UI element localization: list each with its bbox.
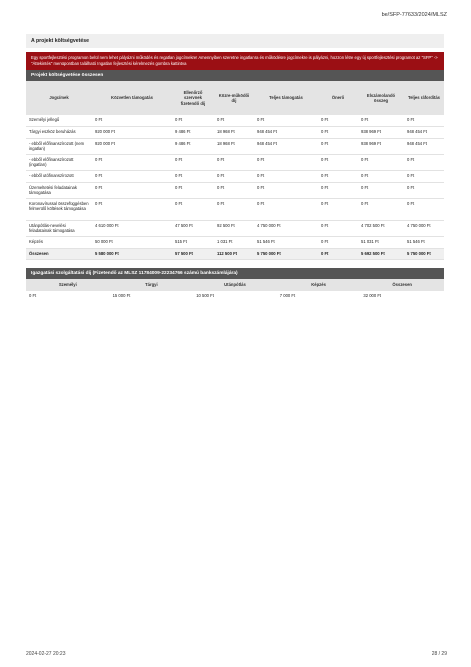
cell-value: 0 Ft bbox=[358, 171, 404, 183]
cell-value: 0 Ft bbox=[318, 221, 358, 237]
cell-value: 51 546 Ft bbox=[254, 237, 318, 249]
cell-value: 0 Ft bbox=[92, 199, 172, 221]
cell-value: 0 Ft bbox=[404, 155, 444, 171]
cost-header-cell: Közre-működői díj bbox=[214, 81, 254, 115]
cell-value: 5 580 000 Ft bbox=[92, 249, 172, 260]
cell-value: 0 Ft bbox=[92, 183, 172, 199]
fee-table-header-row bbox=[26, 279, 444, 291]
cell-value: 0 Ft bbox=[318, 183, 358, 199]
cell-value: 948 454 Ft bbox=[404, 139, 444, 155]
table-row bbox=[26, 171, 444, 183]
table-row bbox=[26, 199, 444, 221]
cell-value: 0 Ft bbox=[254, 155, 318, 171]
cell-value: 0 Ft bbox=[358, 115, 404, 127]
warning-alert: Egy sportfejlesztési programon belül nem lehet pályázni működés és regatlan jogcímekre! Amennyiben szeretne ingatlanra és működésre jogcímekre is pályázni, hozzon létre egy új sportfejlesztési programot az "SFP" -> "Áttekintés" menüpontban található Ingatlan fejlesztési kérelmezés gombra kattintva bbox=[26, 52, 444, 70]
cell-value: 51 546 Ft bbox=[404, 237, 444, 249]
cell-value: 938 969 Ft bbox=[358, 127, 404, 139]
cell-value: 948 454 Ft bbox=[254, 139, 318, 155]
cost-header-cell: Ellenőrző szervnek fizetendő díj bbox=[172, 81, 214, 115]
cell-value: 4 750 000 Ft bbox=[254, 221, 318, 237]
cost-header-cell: Jogcímek bbox=[26, 81, 92, 115]
cell-value: 112 500 Ft bbox=[214, 249, 254, 260]
cell-value: 4 750 000 Ft bbox=[404, 221, 444, 237]
cell-value: 0 Ft bbox=[318, 139, 358, 155]
row-label: - ebből utófinanszírozott bbox=[26, 171, 92, 183]
cell-value: 18 968 Ft bbox=[214, 139, 254, 155]
cell-value: 515 Ft bbox=[172, 237, 214, 249]
cell-value: 948 454 Ft bbox=[254, 127, 318, 139]
fee-value: 32 000 Ft bbox=[363, 293, 382, 298]
table-row bbox=[26, 115, 444, 127]
fee-value: 15 000 Ft bbox=[112, 293, 131, 298]
cell-value: 5 750 000 Ft bbox=[404, 249, 444, 260]
fee-value: 0 Ft bbox=[29, 293, 37, 298]
cell-value: 0 Ft bbox=[254, 183, 318, 199]
cell-value: 948 454 Ft bbox=[404, 127, 444, 139]
row-label: Üzemeltetési feladatainak támogatása bbox=[26, 183, 92, 199]
cell-value: 0 Ft bbox=[214, 115, 254, 127]
cell-value: 0 Ft bbox=[254, 171, 318, 183]
cost-table bbox=[26, 81, 444, 260]
cost-header-cell: Teljes ráfordítás bbox=[404, 81, 444, 115]
cell-value: 938 969 Ft bbox=[358, 139, 404, 155]
cell-value: 0 Ft bbox=[404, 199, 444, 221]
cell-value: 50 000 Ft bbox=[92, 237, 172, 249]
row-label: Személyi jellegű bbox=[26, 115, 92, 127]
cell-value: 0 Ft bbox=[92, 171, 172, 183]
cell-value: 9 486 Ft bbox=[172, 139, 214, 155]
cell-value: 5 750 000 Ft bbox=[254, 249, 318, 260]
cell-value: 5 692 500 Ft bbox=[358, 249, 404, 260]
table-row bbox=[26, 127, 444, 139]
cost-table-title: Projekt költségvetése összesen bbox=[26, 70, 444, 81]
cell-value: 0 Ft bbox=[214, 171, 254, 183]
cost-header-cell: Közvetlen támogatás bbox=[92, 81, 172, 115]
row-label: - ebből előfinanszírozott (ingatlan) bbox=[26, 155, 92, 171]
cell-value: 0 Ft bbox=[318, 171, 358, 183]
row-label: - ebből előfinanszírozott (nem ingatlan) bbox=[26, 139, 92, 155]
document-reference: be/SFP-77633/2024/MLSZ bbox=[381, 12, 447, 18]
table-row bbox=[26, 155, 444, 171]
cost-table-header-row bbox=[26, 81, 444, 115]
row-label: Képzés bbox=[26, 237, 92, 249]
cell-value: 0 Ft bbox=[172, 199, 214, 221]
cost-header-cell: Teljes támogatás bbox=[254, 81, 318, 115]
section-title: A projekt költségvetése bbox=[26, 34, 444, 48]
cell-value: 0 Ft bbox=[404, 171, 444, 183]
row-label: Összesen bbox=[26, 249, 92, 260]
cell-value: 57 500 Ft bbox=[172, 249, 214, 260]
cell-value: 51 031 Ft bbox=[358, 237, 404, 249]
cell-value: 0 Ft bbox=[254, 199, 318, 221]
footer-page-number: 28 / 29 bbox=[431, 651, 447, 657]
cell-value: 0 Ft bbox=[318, 115, 358, 127]
cell-value: 0 Ft bbox=[404, 115, 444, 127]
cell-value: 9 486 Ft bbox=[172, 127, 214, 139]
page-content bbox=[26, 34, 444, 302]
cell-value: 0 Ft bbox=[92, 155, 172, 171]
cell-value: 0 Ft bbox=[404, 183, 444, 199]
cell-value: 0 Ft bbox=[358, 155, 404, 171]
fee-header-cell: Utánpótlás bbox=[193, 279, 277, 291]
cell-value: 0 Ft bbox=[172, 171, 214, 183]
cell-value: 18 968 Ft bbox=[214, 127, 254, 139]
fee-table-title: Igazgatási szolgáltatási díj (Fizetendő az MLSZ 11784009-22234766 számú bankszámlájára) bbox=[26, 268, 444, 279]
cell-value: 0 Ft bbox=[254, 115, 318, 127]
cell-value: 0 Ft bbox=[172, 115, 214, 127]
cell-value: 0 Ft bbox=[92, 115, 172, 127]
cell-value: 0 Ft bbox=[172, 155, 214, 171]
fee-table-row bbox=[26, 291, 444, 302]
cell-value: 0 Ft bbox=[358, 183, 404, 199]
cell-value: 0 Ft bbox=[214, 155, 254, 171]
fee-header-cell: Összesen bbox=[360, 279, 444, 291]
footer-datetime: 2024-02-27 20:23 bbox=[26, 651, 66, 657]
cell-value: 0 Ft bbox=[318, 127, 358, 139]
cell-value: 0 Ft bbox=[318, 199, 358, 221]
cost-header-cell: Elszámolandó összeg bbox=[358, 81, 404, 115]
cell-value: 0 Ft bbox=[214, 183, 254, 199]
fee-value: 10 500 Ft bbox=[196, 293, 214, 298]
cell-value: 92 500 Ft bbox=[214, 221, 254, 237]
fee-value: 7 000 Ft bbox=[279, 293, 296, 298]
cell-value: 0 Ft bbox=[318, 249, 358, 260]
cell-value: 4 702 500 Ft bbox=[358, 221, 404, 237]
row-label: Koronavírussal összefüggésben felmerülő költések támogatása bbox=[26, 199, 92, 221]
cell-value: 0 Ft bbox=[214, 199, 254, 221]
cell-value: 4 610 000 Ft bbox=[92, 221, 172, 237]
cell-value: 0 Ft bbox=[358, 199, 404, 221]
total-row bbox=[26, 249, 444, 260]
table-row bbox=[26, 221, 444, 237]
table-row bbox=[26, 183, 444, 199]
fee-header-cell: Személyi bbox=[26, 279, 110, 291]
cost-header-cell: Önerő bbox=[318, 81, 358, 115]
cell-value: 1 031 Ft bbox=[214, 237, 254, 249]
row-label: Tárgyi eszköz beruházás bbox=[26, 127, 92, 139]
row-label: Utánpótlás-nevelési feladatainak támogatása bbox=[26, 221, 92, 237]
table-row bbox=[26, 139, 444, 155]
fee-header-cell: Tárgyi bbox=[110, 279, 194, 291]
cell-value: 0 Ft bbox=[318, 155, 358, 171]
cell-value: 920 000 Ft bbox=[92, 139, 172, 155]
cell-value: 0 Ft bbox=[318, 237, 358, 249]
cell-value: 920 000 Ft bbox=[92, 127, 172, 139]
cell-value: 0 Ft bbox=[172, 183, 214, 199]
cell-value: 47 500 Ft bbox=[172, 221, 214, 237]
cost-table-body bbox=[26, 115, 444, 260]
table-row bbox=[26, 237, 444, 249]
fee-header-cell: Képzés bbox=[277, 279, 361, 291]
fee-table bbox=[26, 279, 444, 302]
